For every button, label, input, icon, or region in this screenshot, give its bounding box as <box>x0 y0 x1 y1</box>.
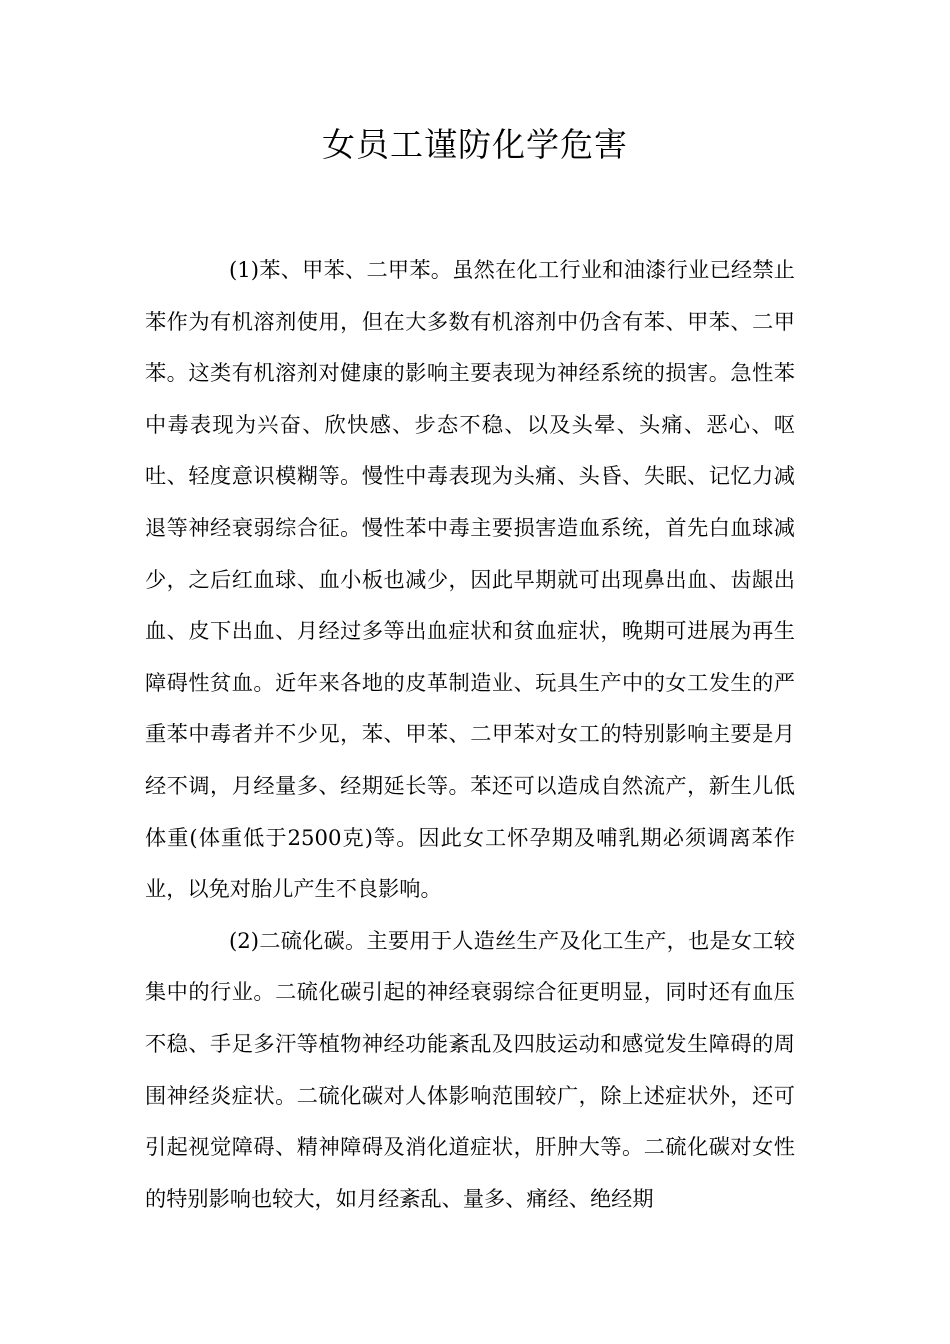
paragraph-benzene: (1)苯、甲苯、二甲苯。虽然在化工行业和油漆行业已经禁止苯作为有机溶剂使用，但在大多数有机溶剂中仍含有苯、甲苯、二甲苯。这类有机溶剂对健康的影响主要表现为神经系统的损害。急性苯中毒表现为兴奋、欣快感、步态不稳、以及头晕、头痛、恶心、呕吐、轻度意识模糊等。慢性中毒表现为头痛、头昏、失眠、记忆力减退等神经衰弱综合征。慢性苯中毒主要损害造血系统，首先白血球减少，之后红血球、血小板也减少，因此早期就可出现鼻出血、齿龈出血、皮下出血、月经过多等出血症状和贫血症状，晚期可进展为再生障碍性贫血。近年来各地的皮革制造业、玩具生产中的女工发生的严重苯中毒者并不少见，苯、甲苯、二甲苯对女工的特别影响主要是月经不调，月经量多、经期延长等。苯还可以造成自然流产，新生儿低体重(体重低于2500克)等。因此女工怀孕期及哺乳期必须调离苯作业，以免对胎儿产生不良影响。 <box>145 257 795 902</box>
document-body <box>145 244 795 1224</box>
document-title: 女员工谨防化学危害 <box>322 125 628 164</box>
paragraph-carbon-disulfide: (2)二硫化碳。主要用于人造丝生产及化工生产，也是女工较集中的行业。二硫化碳引起的神经衰弱综合征更明显，同时还有血压不稳、手足多汗等植物神经功能紊乱及四肢运动和感觉发生障碍的周围神经炎症状。二硫化碳对人体影响范围较广，除上述症状外，还可引起视觉障碍、精神障碍及消化道症状，肝肿大等。二硫化碳对女性的特别影响也较大，如月经紊乱、量多、痛经、绝经期 <box>145 927 795 1211</box>
